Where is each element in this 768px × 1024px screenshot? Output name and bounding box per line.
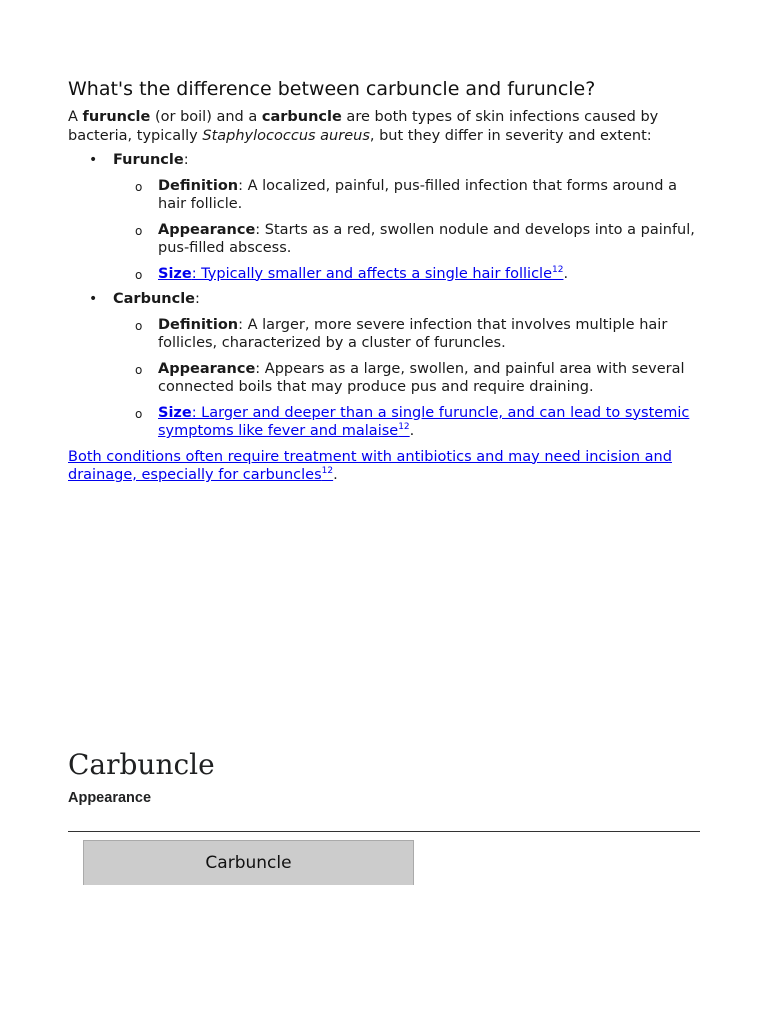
appearance-label: Appearance	[158, 221, 256, 238]
size-item	[113, 265, 708, 284]
bullet-glyph: •	[89, 152, 98, 168]
colon: :	[183, 152, 189, 168]
intro-text: are both types of skin infections caused by bacteria, typically	[68, 109, 659, 144]
list-item-furuncle	[68, 151, 708, 283]
conclusion-text: Both conditions often require treatment with antibiotics and may need incision and drainage, especially for carbuncles	[68, 448, 672, 483]
size-label: Size	[158, 404, 192, 421]
wiki-section	[68, 748, 700, 806]
appearance-text: : Starts as a red, swollen nodule and develops into a painful, pus-filled abscess.	[158, 221, 695, 256]
furuncle-sublist	[113, 177, 708, 284]
list-item-carbuncle	[68, 290, 708, 441]
bullet-glyph: •	[89, 291, 98, 307]
sub-bullet-glyph: o	[135, 179, 143, 194]
size-label: Size	[158, 265, 192, 282]
wiki-subtitle: Appearance	[68, 790, 152, 806]
definition-text: : A localized, painful, pus-filled infection that forms around a hair follicle.	[158, 177, 677, 212]
appearance-label: Appearance	[158, 360, 256, 377]
period: .	[563, 265, 569, 282]
size-text: : Typically smaller and affects a single hair follicle	[191, 265, 553, 282]
citation-refs[interactable]: 12	[398, 422, 410, 433]
section-heading: Carbuncle	[113, 291, 196, 307]
infobox-title: Carbuncle	[205, 853, 292, 873]
definition-text: : A larger, more severe infection that involves multiple hair follicles, characterized by a cluster of furuncles.	[158, 316, 668, 351]
intro-paragraph	[68, 108, 708, 145]
citation-refs[interactable]: 12	[321, 466, 334, 477]
furuncle-term: furuncle	[82, 109, 151, 125]
definition-item	[113, 177, 708, 214]
answer-block	[68, 77, 708, 485]
appearance-item	[113, 221, 708, 258]
divider	[68, 831, 700, 832]
sub-bullet-glyph: o	[135, 223, 143, 238]
infobox-header	[83, 840, 414, 885]
period: .	[333, 467, 338, 483]
size-link[interactable]	[158, 266, 563, 282]
intro-text: (or boil) and a	[150, 109, 262, 125]
size-text: : Larger and deeper than a single furuncle, and can lead to systemic symptoms like fever and malaise	[158, 404, 690, 439]
colon: :	[195, 291, 200, 307]
wiki-title: Carbuncle	[68, 748, 215, 781]
citation-refs[interactable]: 12	[552, 264, 564, 275]
intro-text: , but they differ in severity and extent:	[369, 127, 652, 144]
sub-bullet-glyph: o	[135, 362, 143, 377]
comparison-list	[68, 151, 708, 441]
sub-bullet-glyph: o	[135, 318, 143, 333]
appearance-text: : Appears as a large, swollen, and painful area with several connected boils that may produce pus and require draining.	[158, 360, 685, 395]
conclusion-link[interactable]	[68, 449, 672, 484]
question-title: What's the difference between carbuncle and furuncle?	[68, 78, 596, 100]
intro-text: A	[68, 109, 83, 125]
bacteria-name: Staphylococcus aureus	[202, 127, 370, 144]
carbuncle-sublist	[113, 316, 708, 441]
definition-item	[113, 316, 708, 353]
appearance-item	[113, 360, 708, 397]
sub-bullet-glyph: o	[135, 406, 143, 421]
size-item	[113, 404, 708, 441]
period: .	[409, 423, 415, 439]
section-heading: Furuncle	[113, 152, 184, 168]
size-link[interactable]	[158, 405, 689, 440]
sub-bullet-glyph: o	[135, 267, 143, 282]
definition-label: Definition	[158, 316, 239, 333]
carbuncle-term: carbuncle	[261, 109, 342, 125]
definition-label: Definition	[158, 177, 239, 194]
conclusion-paragraph	[68, 448, 708, 485]
